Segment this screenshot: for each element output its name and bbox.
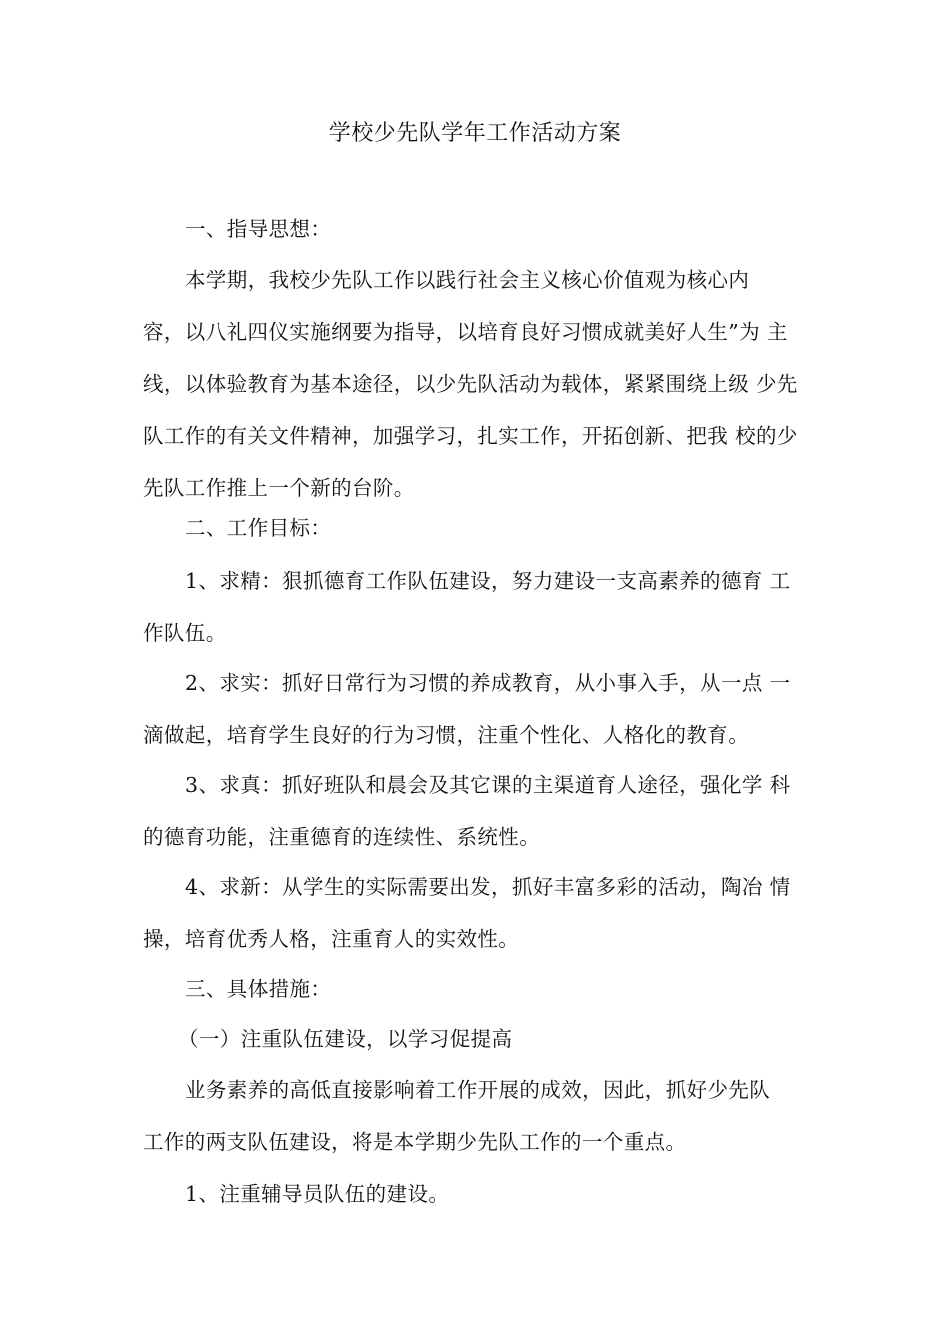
item-counselor-team	[143, 1168, 813, 1220]
text-line: 工作的两支队伍建设，将是本学期少先队工作的一个重点。	[143, 1130, 687, 1154]
text-line: 先队工作推上一个新的台阶。	[143, 476, 415, 500]
paragraph-goal-1	[143, 555, 813, 659]
paragraph-goal-4	[143, 861, 813, 965]
text-line: 本学期，我校少先队工作以践行社会主义核心价值观为核心内	[185, 268, 750, 292]
text-line: （一）注重队伍建设，以学习促提高	[178, 1027, 513, 1051]
section-heading-work-goals	[143, 502, 813, 554]
paragraph-guiding-ideology	[143, 254, 813, 514]
text-line: 的德育功能，注重德育的连续性、系统性。	[143, 825, 541, 849]
text-line: 4、求新：从学生的实际需要出发，抓好丰富多彩的活动，陶冶 情	[185, 875, 791, 899]
text-line: 1、求精：狠抓德育工作队伍建设，努力建设一支高素养的德育 工	[185, 569, 791, 593]
subsection-heading-team-building	[178, 1013, 848, 1065]
text-line: 线，以体验教育为基本途径，以少先队活动为载体，紧紧围绕上级 少先	[143, 372, 798, 396]
text-line: 业务素养的高低直接影响着工作开展的成效，因此，抓好少先队	[185, 1078, 771, 1102]
text-line: 三、具体措施：	[185, 977, 332, 1001]
text-line: 一、指导思想：	[185, 217, 332, 241]
text-line: 滴做起，培育学生良好的行为习惯，注重个性化、人格化的教育。	[143, 723, 750, 747]
text-line: 队工作的有关文件精神，加强学习，扎实工作，开拓创新、把我 校的少	[143, 424, 798, 448]
paragraph-goal-2	[143, 657, 813, 761]
text-line: 作队伍。	[143, 621, 227, 645]
text-line: 2、求实：抓好日常行为习惯的养成教育，从小事入手，从一点 一	[185, 671, 791, 695]
paragraph-team-building	[143, 1064, 813, 1168]
text-line: 操，培育优秀人格，注重育人的实效性。	[143, 927, 520, 951]
section-heading-guiding-ideology	[143, 203, 813, 255]
section-heading-measures	[143, 963, 813, 1015]
paragraph-goal-3	[143, 759, 813, 863]
text-line: 3、求真：抓好班队和晨会及其它课的主渠道育人途径，强化学 科	[185, 773, 791, 797]
text-line: 二、工作目标：	[185, 516, 332, 540]
document-title: 学校少先队学年工作活动方案	[328, 121, 622, 146]
text-line: 1、注重辅导员队伍的建设。	[185, 1182, 450, 1206]
text-line: 容，以八礼四仪实施纲要为指导，以培育良好习惯成就美好人生”为 主	[143, 320, 788, 344]
